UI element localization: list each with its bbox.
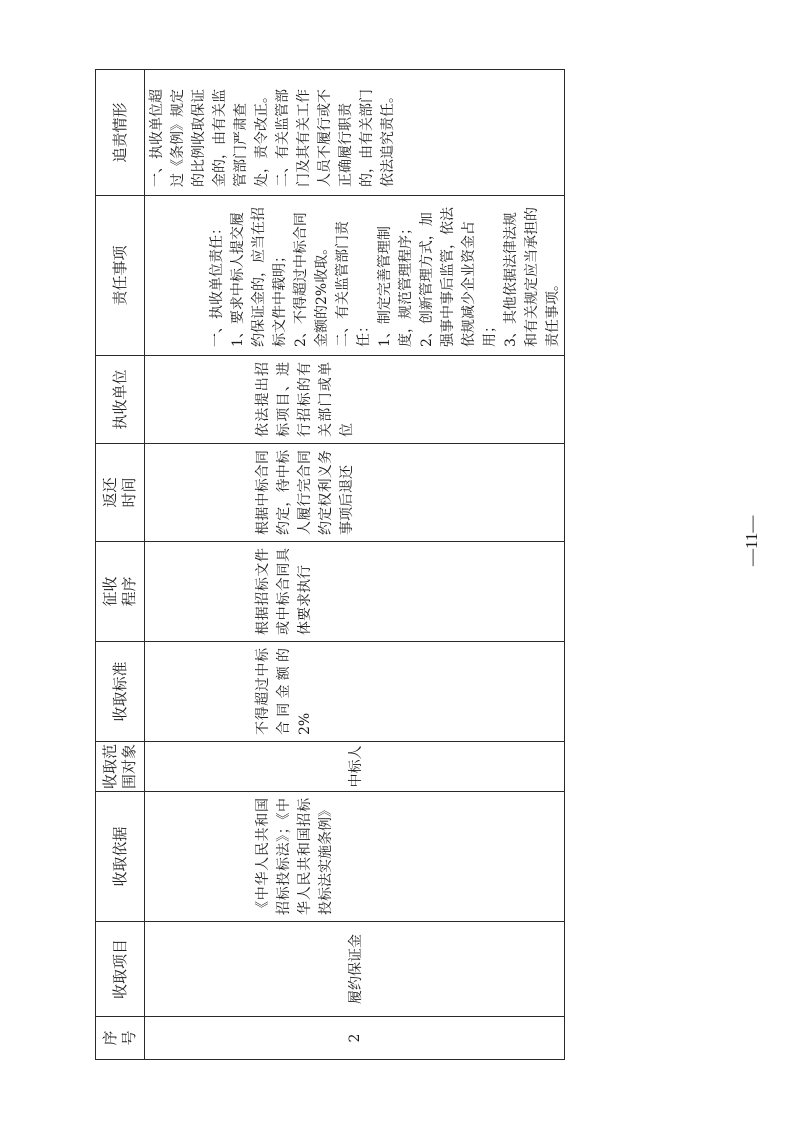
cell-scope: 中标人 xyxy=(145,742,565,792)
header-unit: 执收单位 xyxy=(96,356,145,444)
responsibility-line: 二、有关监管部门责任： xyxy=(335,221,372,347)
cell-procedure: 根据招标文件或中标合同具体要求执行 xyxy=(145,542,565,642)
header-scope: 收取范 围对象 xyxy=(96,742,145,792)
header-responsibility: 责任事项 xyxy=(96,196,145,356)
header-seq: 序 号 xyxy=(96,1017,145,1060)
cell-responsibility xyxy=(145,196,565,356)
accountability-line: 二、有关监管部门及其有关工作人员不履行或不正确履行职责的，由有关部门依法追究责任。 xyxy=(275,89,396,187)
cell-seq: 2 xyxy=(145,1017,565,1060)
responsibility-line: 2、创新管理方式，加强事中事后监管，依法依规减少企业资金占用； xyxy=(419,207,498,347)
rotated-table-page xyxy=(95,70,561,1060)
cell-item: 履约保证金 xyxy=(145,922,565,1017)
header-return-time: 返还 时间 xyxy=(96,444,145,542)
header-accountability: 追责情形 xyxy=(96,70,145,196)
fee-table xyxy=(95,69,565,1060)
header-item: 收取项目 xyxy=(96,922,145,1017)
cell-return-time: 根据中标合同约定，待中标人履行完合同约定权利义务事项后退还 xyxy=(145,444,565,542)
accountability-line: 一、执收单位超过《条例》规定的比例收取保证金的，由有关监管部门严肃查处，责令改正。 xyxy=(149,89,270,187)
header-basis: 收取依据 xyxy=(96,792,145,922)
header-row xyxy=(96,70,145,1060)
cell-basis: 《中华人民共和国招标投标法》；《中华人民共和国招标投标法实施条例》 xyxy=(145,792,565,922)
header-procedure: 征收 程序 xyxy=(96,542,145,642)
responsibility-line: 3、其他依据法律法规和有关规定应当承担的责任事项。 xyxy=(503,207,561,347)
cell-unit: 依法提出招标项目、进行招标的有关部门或单位 xyxy=(145,356,565,444)
responsibility-line: 2、不得超过中标合同金额的2%收取。 xyxy=(293,212,330,347)
responsibility-line: 一、执收单位责任： xyxy=(209,221,225,347)
responsibility-line: 1、要求中标人提交履约保证金的，应当在招标文件中载明； xyxy=(230,207,288,347)
cell-standard: 不得超过中标合同金额的2% xyxy=(145,642,565,742)
header-standard: 收取标准 xyxy=(96,642,145,742)
responsibility-line: 1、制定完善管理制度，规范管理程序； xyxy=(377,221,414,347)
table-row xyxy=(145,70,565,1060)
cell-accountability xyxy=(145,70,565,196)
page-number: —11— xyxy=(742,515,761,566)
